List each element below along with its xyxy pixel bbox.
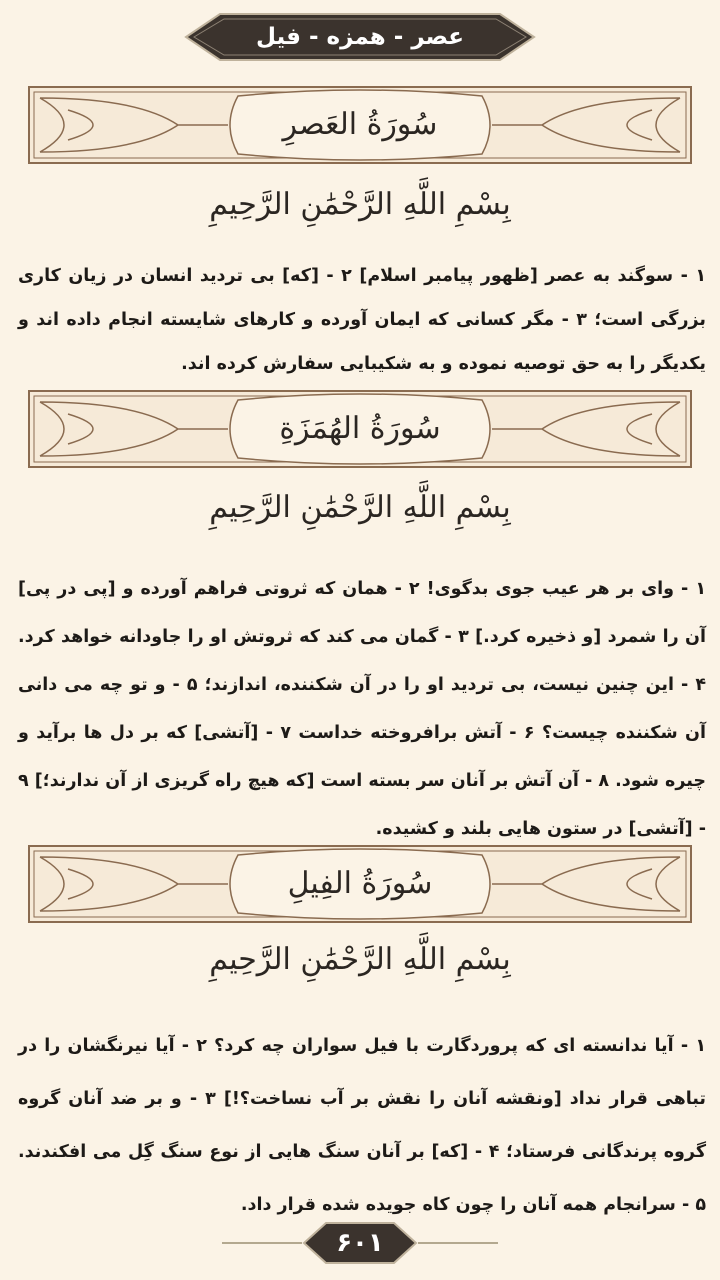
page-number-badge [300,1220,420,1266]
translation-paragraph: ۱ - آیا ندانسته ای که پروردگارت با فیل سواران چه کرد؟ ۲ - آیا نیرنگشان را در تباهی قرار نداد [ونقشه آنان را نقش بر آب نساخت؟!] ۳ - و بر ضد آنان گروه گروه پرندگانی فرستاد؛ ۴ - [که] بر آنان سنگ هایی از نوع سنگ گِل می افکندند. ۵ - سرانجام همه آنان را چون کاه جویده شده قرار داد. [18,1036,706,1215]
basmala: بِسْمِ اللَّهِ الرَّحْمَٰنِ الرَّحِيمِ [209,187,511,222]
page-title: عصر - همزه - فیل [255,24,465,50]
surah-title: سُورَةُ الفِيلِ [287,866,433,901]
page-number: ۶۰۱ [336,1228,384,1258]
surah-frame-asr [28,86,692,164]
header-plaque [180,10,540,64]
basmala: بِسْمِ اللَّهِ الرَّحْمَٰنِ الرَّحِيمِ [209,942,511,977]
surah-title: سُورَةُ الهُمَزَةِ [279,411,441,446]
translation-paragraph: ۱ - وای بر هر عیب جوی بدگوی! ۲ - همان که ثروتی فراهم آورده و [پی در پی] آن را شمرد [و ذخیره کرد.] ۳ - گمان می کند که ثروتش او را جاودانه خواهد کرد. ۴ - این چنین نیست، بی تردید او را در آن شکننده، اندازند؛ ۵ - و تو چه می دانی آن شکننده چیست؟ ۶ - آتش برافروخته خداست ۷ - [آتشی] که بر دل ها برآید و چیره شود. ۸ - آن آتش بر آنان سر بسته است [که هیچ راه گریزی از آن ندارند؛] ۹ - [آتشی] در ستون هایی بلند و کشیده. [18,579,707,839]
surah-frame-humaza [28,390,692,468]
footer-divider [222,1242,302,1244]
footer-divider [418,1242,498,1244]
basmala: بِسْمِ اللَّهِ الرَّحْمَٰنِ الرَّحِيمِ [209,490,511,525]
translation-paragraph: ۱ - سوگند به عصر [ظهور پیامبر اسلام] ۲ - [که] بی تردید انسان در زیان کاری بزرگی است؛ ۳ - مگر کسانی که ایمان آورده و کارهای شایسته انجام داده اند و یکدیگر را به حق توصیه نموده و به شکیبایی سفارش کرده اند. [18,266,707,374]
surah-title: سُورَةُ العَصرِ [282,107,438,142]
surah-frame-fil [28,845,692,923]
